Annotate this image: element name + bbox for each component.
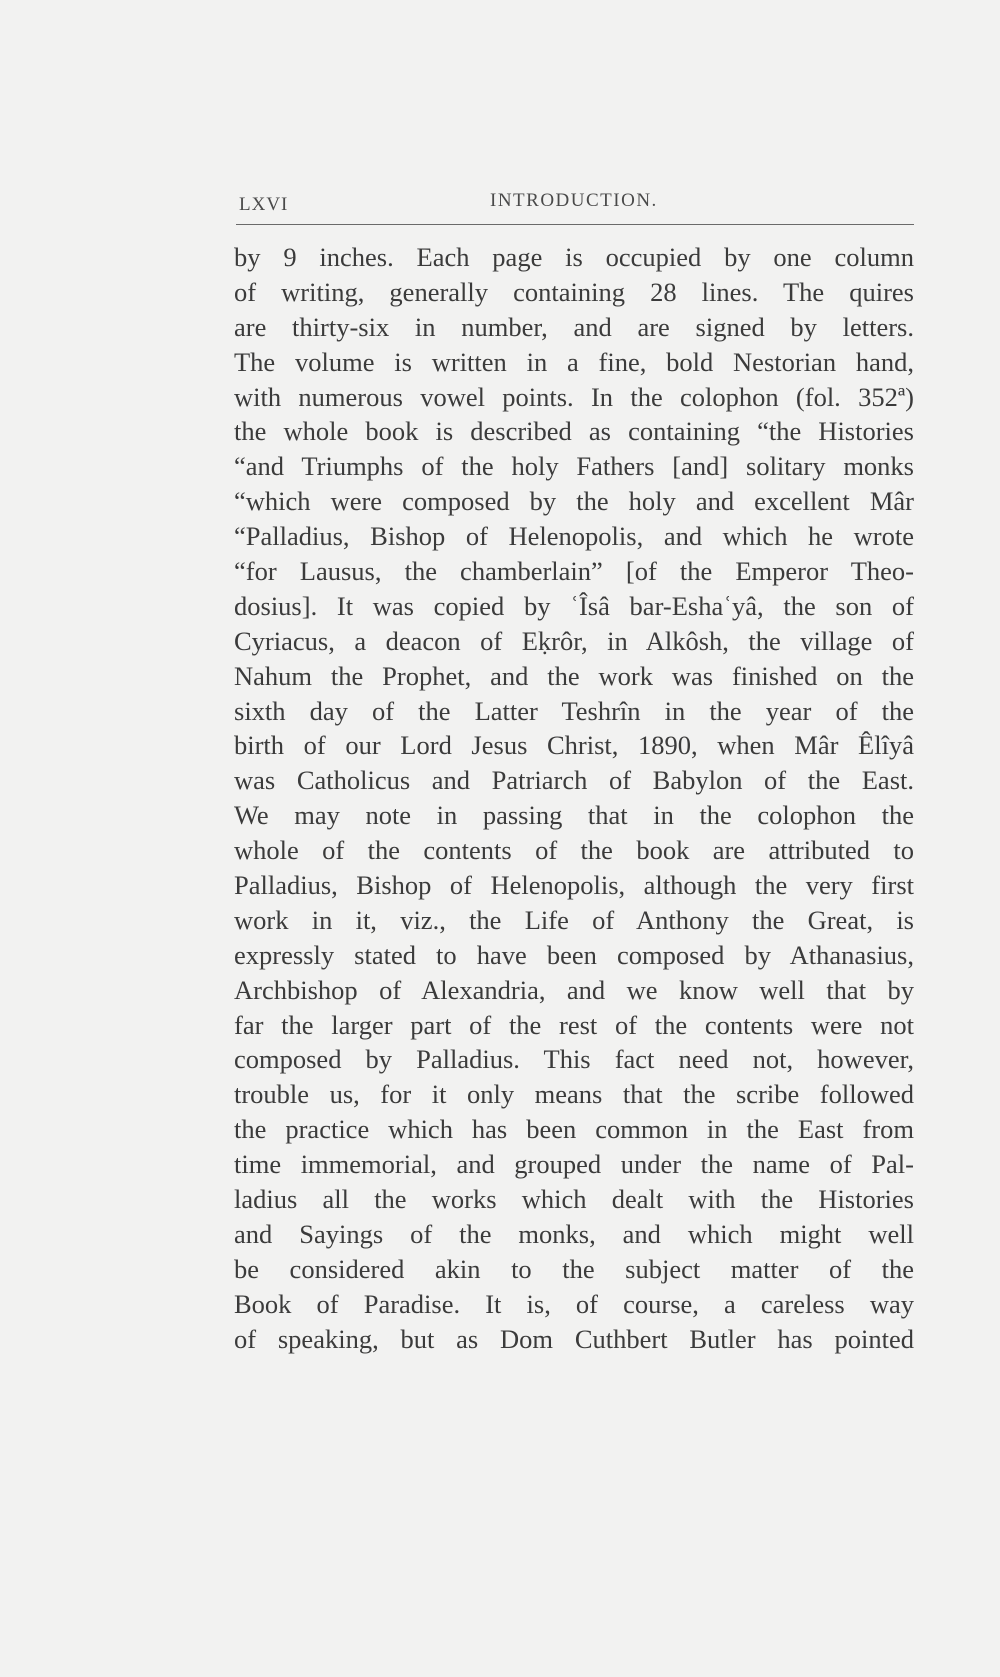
text-line: whole of the contents of the book are attributed to (234, 835, 914, 866)
text-line: work in it, viz., the Life of Anthony the Great, is (234, 904, 914, 935)
text-line: far the larger part of the rest of the contents were not (234, 1009, 914, 1040)
text-line: “for Lausus, the chamberlain” [of the Emperor Theo- (234, 556, 914, 587)
text-line: was Catholicus and Patriarch of Babylon of the East. (234, 765, 914, 796)
text-line: sixth day of the Latter Teshrîn in the year of the (234, 695, 914, 726)
page-number: LXVI (239, 194, 289, 215)
text-line: dosius]. It was copied by ʿÎsâ bar-Eshaʿyâ, the son of (234, 590, 914, 621)
text-line: “and Triumphs of the holy Fathers [and] solitary monks (234, 451, 914, 482)
text-line: be considered akin to the subject matter of the (234, 1253, 914, 1284)
text-line: are thirty-six in number, and are signed by letters. (234, 311, 914, 342)
text-line: time immemorial, and grouped under the name of Pal- (234, 1149, 914, 1180)
text-line: the whole book is described as containing “the Histories (234, 416, 914, 447)
text-line: ladius all the works which dealt with the Histories (234, 1184, 914, 1215)
running-title: INTRODUCTION. (490, 190, 658, 211)
text-line: of speaking, but as Dom Cuthbert Butler has pointed (234, 1323, 914, 1354)
header-rule (236, 224, 914, 225)
text-line: composed by Palladius. This fact need not, however, (234, 1044, 914, 1075)
text-line: by 9 inches. Each page is occupied by one column (234, 242, 914, 272)
text-line: with numerous vowel points. In the colophon (fol. 352ª) (234, 381, 914, 412)
text-line: Book of Paradise. It is, of course, a careless way (234, 1288, 914, 1319)
text-line: and Sayings of the monks, and which might well (234, 1218, 914, 1249)
body-text (234, 240, 914, 1357)
text-line: We may note in passing that in the colophon the (234, 800, 914, 831)
text-line: “which were composed by the holy and excellent Mâr (234, 486, 914, 517)
text-line: trouble us, for it only means that the scribe followed (234, 1079, 914, 1110)
text-line: expressly stated to have been composed by Athanasius, (234, 939, 914, 970)
text-line: birth of our Lord Jesus Christ, 1890, when Mâr Êlîyâ (234, 730, 914, 761)
text-line: of writing, generally containing 28 lines. The quires (234, 276, 914, 307)
text-line: Palladius, Bishop of Helenopolis, although the very first (234, 870, 914, 901)
text-line: The volume is written in a fine, bold Nestorian hand, (234, 346, 914, 377)
text-line: the practice which has been common in the East from (234, 1114, 914, 1145)
text-line: Cyriacus, a deacon of Eḳrôr, in Alkôsh, the village of (234, 625, 914, 656)
page-header (236, 190, 914, 226)
text-line: Archbishop of Alexandria, and we know well that by (234, 974, 914, 1005)
text-line: “Palladius, Bishop of Helenopolis, and which he wrote (234, 521, 914, 552)
text-line: Nahum the Prophet, and the work was finished on the (234, 660, 914, 691)
